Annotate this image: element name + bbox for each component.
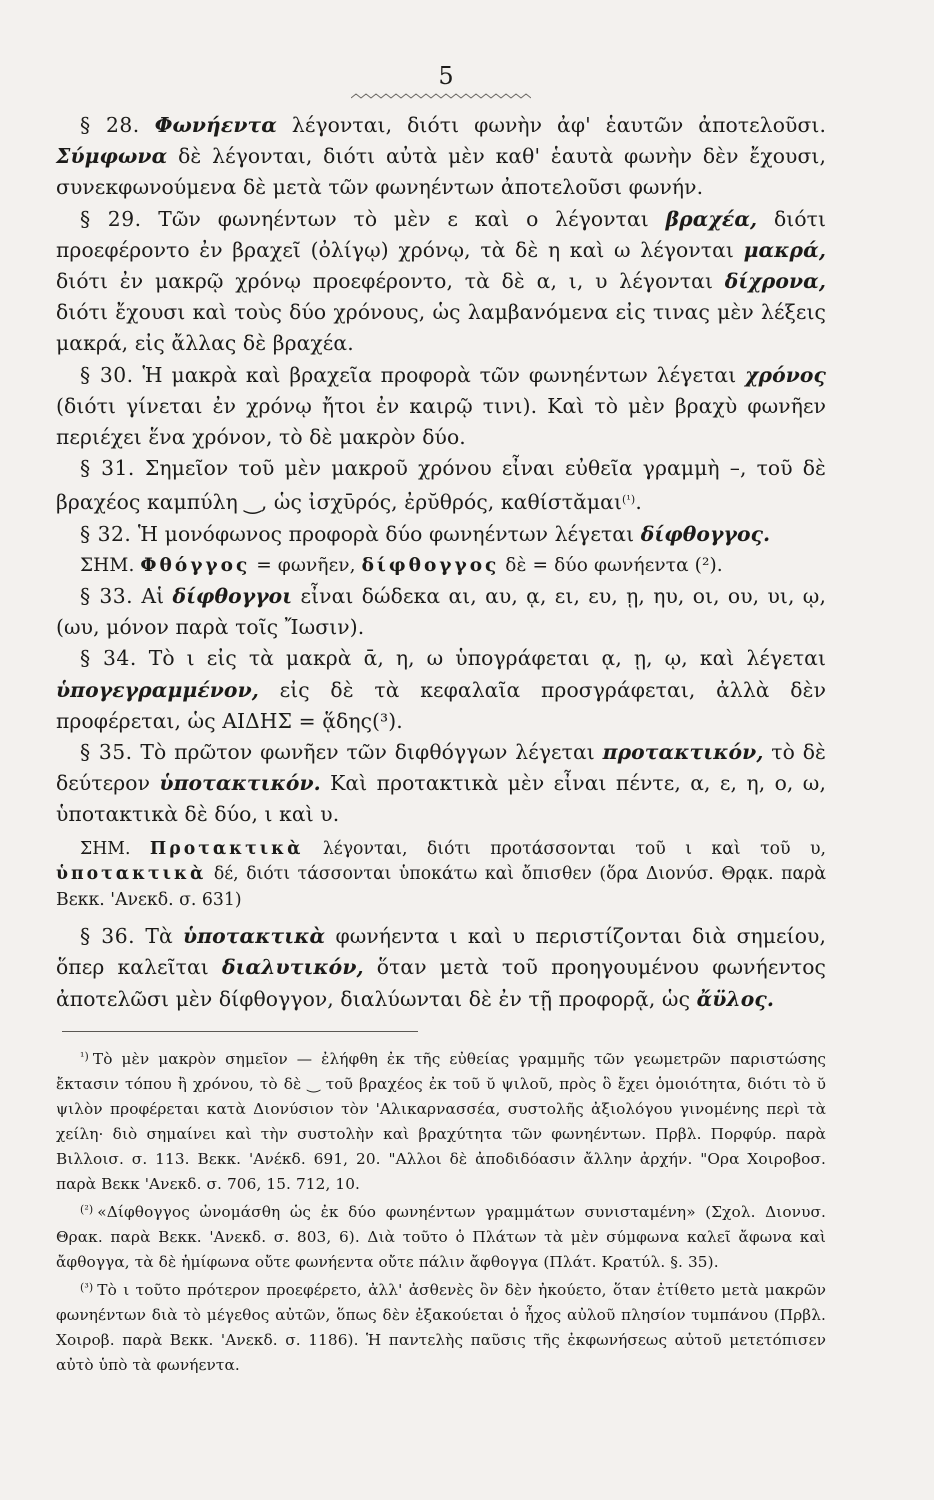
section-number: § 28. bbox=[80, 113, 140, 137]
section-text: λέγονται, διότι φωνὴν ἀφ' ἑαυτῶν ἀποτελοῦσι. bbox=[276, 113, 827, 137]
footnote-mark: (²) bbox=[80, 1202, 94, 1216]
section-text: δὲ λέγονται, διότι αὐτὰ μὲν καθ' ἑαυτὰ φωνὴν δὲν ἔχουσι, συνεκφωνούμενα δὲ μετὰ τῶν φωνηέντων ἀποτελοῦσι φωνήν. bbox=[56, 144, 826, 200]
book-page bbox=[56, 62, 826, 1482]
term-bracheа: βραχέα, bbox=[665, 206, 758, 231]
note-label: ΣΗΜ. bbox=[80, 838, 131, 859]
footnote-ref-2[interactable]: (²). bbox=[694, 554, 723, 576]
section-number: § 30. bbox=[80, 362, 134, 387]
wavy-ornament-divider bbox=[351, 92, 531, 100]
section-32 bbox=[56, 519, 826, 550]
section-text: Τὰ bbox=[135, 924, 184, 949]
note-word-phthongos: Φθόγγος bbox=[140, 554, 251, 576]
footnote-separator bbox=[62, 1031, 418, 1032]
section-text: τὸ δὲ δεύτερον bbox=[56, 740, 826, 796]
section-35 bbox=[56, 737, 826, 831]
section-31 bbox=[56, 453, 826, 518]
term-dialytikon: διαλυτικόν, bbox=[221, 955, 364, 980]
section-text: Τὸ πρῶτον φωνῆεν τῶν διφθόγγων λέγεται bbox=[132, 740, 603, 765]
section-number: § 34. bbox=[80, 646, 137, 671]
footnote-ref-3[interactable]: (³). bbox=[372, 708, 403, 733]
section-text: Σημεῖον τοῦ μὲν μακροῦ χρόνου εἶναι εὐθεῖα γραμμὴ –, τοῦ δὲ βραχέος καμπύλη ‿, ὡς ἰσχῡρός, ἐρῠθρός, καθίστᾰμαι bbox=[56, 456, 826, 515]
section-text: Τὸ ι εἰς τὰ μακρὰ ᾱ, η, ω ὑπογράφεται ᾳ, ῃ, ῳ, καὶ λέγεται bbox=[136, 646, 826, 671]
term-phoneenta: Φωνήεντα bbox=[154, 113, 277, 137]
footnote-ref-1[interactable]: (¹) bbox=[622, 493, 636, 507]
note-text: δὲ = δύο φωνήεντα bbox=[499, 554, 695, 576]
term-aylos: ἄϋλος. bbox=[696, 986, 775, 1011]
section-28 bbox=[56, 110, 826, 204]
section-text: Καὶ προτακτικὰ μὲν εἶναι πέντε, α, ε, η, ο, ω, ὑποτακτικὰ δὲ δύο, ι καὶ υ. bbox=[56, 771, 826, 827]
section-33 bbox=[56, 581, 826, 643]
section-text: Ἡ μονόφωνος προφορὰ δύο φωνηέντων λέγεται bbox=[131, 521, 641, 546]
section-29 bbox=[56, 204, 826, 360]
section-text: Αἱ bbox=[133, 584, 173, 609]
term-diphthongos: δίφθογγος. bbox=[640, 521, 771, 546]
term-symphona: Σύμφωνα bbox=[56, 144, 168, 169]
section-number: § 35. bbox=[80, 740, 133, 765]
note-2 bbox=[56, 837, 826, 914]
note-word-hypotaktika: ὑποτακτικὰ bbox=[56, 864, 207, 885]
section-number: § 33. bbox=[80, 584, 134, 609]
term-hypotaktika: ὑποτακτικὰ bbox=[183, 924, 326, 949]
footnote-mark: ¹) bbox=[80, 1049, 89, 1063]
note-word-diphthongos: δίφθογγος bbox=[361, 554, 500, 576]
footnote-3 bbox=[56, 1275, 826, 1378]
section-text: εἰς δὲ τὰ κεφαλαῖα προσγράφεται, ἀλλὰ δὲν προφέρεται, ὡς ΑΙΔΗΣ = ᾅδης bbox=[56, 677, 826, 733]
term-chronos: χρόνος bbox=[745, 362, 826, 387]
section-text: . bbox=[635, 490, 642, 515]
section-text: διότι ἐν μακρῷ χρόνῳ προεφέροντο, τὰ δὲ α, ι, υ λέγονται bbox=[56, 269, 725, 294]
section-30 bbox=[56, 360, 826, 454]
section-number: § 29. bbox=[80, 206, 142, 231]
footnote-mark: (³) bbox=[80, 1280, 94, 1294]
footnote-1 bbox=[56, 1044, 826, 1197]
term-diphthongoi: δίφθογγοι bbox=[172, 584, 293, 609]
section-36 bbox=[56, 921, 826, 1015]
term-hypotaktikon: ὑποτακτικόν. bbox=[159, 771, 321, 796]
section-text: διότι ἔχουσι καὶ τοὺς δύο χρόνους, ὡς λαμβανόμενα εἰς τινας μὲν λέξεις μακρά, εἰς ἄλλας δὲ βραχέα. bbox=[56, 300, 826, 356]
page-number: 5 bbox=[438, 62, 454, 90]
section-text: (διότι γίνεται ἐν χρόνῳ ἤτοι ἐν καιρῷ τινι). Καὶ τὸ μὲν βραχὺ φωνῆεν περιέχει ἕνα χρόνον, τὸ δὲ μακρὸν δύο. bbox=[56, 393, 826, 450]
term-dichrona: δίχρονα, bbox=[724, 269, 826, 294]
section-text: ὅταν μετὰ τοῦ προηγουμένου φωνήεντος ἀποτελῶσι μὲν δίφθογγον, διαλύωνται δὲ ἐν τῇ προφορᾷ, ὡς bbox=[56, 955, 826, 1011]
section-number: § 32. bbox=[80, 521, 132, 546]
note-label: ΣΗΜ. bbox=[80, 554, 135, 576]
footnote-text: Τὸ ι τοῦτο πρότερον προεφέρετο, ἀλλ' ἀσθενὲς ὂν δὲν ἠκούετο, ὅταν ἐτίθετο μετὰ μακρῶν φωνηέντων διὰ τὸ μέγεθος αὐτῶν, ὅπως δὲν ἐξακούεται ὁ ἦχος αὐλοῦ πλησίον τυμπάνου (Πρβλ. Χοιροβ. παρὰ Βεκκ. 'Ανεκδ. σ. 1186). Ἡ παντελὴς παῦσις τῆς ἐκφωνήσεως αὐτοῦ μετετόπισεν αὐτὸ ὑπὸ τὰ φωνήεντα. bbox=[56, 1280, 826, 1374]
section-text: εἶναι δώδεκα αι, αυ, ᾳ, ει, ευ, ῃ, ηυ, οι, ου, υι, ῳ, (ωυ, μόνον παρὰ τοῖς Ἴωσιν). bbox=[56, 584, 826, 640]
section-text: φωνήεντα ι καὶ υ περιστίζονται διὰ σημείου, ὅπερ καλεῖται bbox=[56, 924, 826, 980]
note-text: λέγονται, διότι προτάσσονται τοῦ ι καὶ τοῦ υ, bbox=[303, 838, 826, 859]
note-word-protaktika: Προτακτικὰ bbox=[149, 838, 304, 859]
section-number: § 31. bbox=[80, 456, 135, 481]
note-text: δέ, διότι τάσσονται ὑποκάτω καὶ ὄπισθεν (ὅρα Διονύσ. Θρᾳκ. παρὰ Βεκκ. 'Ανεκδ. σ. 631) bbox=[56, 864, 826, 910]
footnote-text: Τὸ μὲν μακρὸν σημεῖον — ἐλήφθη ἐκ τῆς εὐθείας γραμμῆς τῶν γεωμετρῶν παριστώσης ἔκτασιν τόπου ἢ χρόνου, τὸ δὲ ‿ τοῦ βραχέος ἐκ τοῦ ῠ ψιλοῦ, πρὸς ὃ ἔχει ὁμοιότητα, διότι τὸ ῠ ψιλὸν προφέρεται κατὰ Διονύσιον τὸν 'Αλικαρνασσέα, συστολῆς ἀξιολόγου γινομένης περὶ τὰ χείλη· διὸ σημαίνει καὶ τὴν συστολὴν καὶ βραχύτητα τῶν φωνηέντων. Πρβλ. Πορφύρ. παρὰ Βιλλοισ. σ. 113. Βεκκ. 'Ανέκδ. 691, 20. "Αλλοι δὲ ἀποδιδόασιν ἄλλην ἀρχήν. "Ορα Χοιροβοσ. παρὰ Βεκκ 'Ανεκδ. σ. 706, 15. 712, 10. bbox=[56, 1049, 826, 1193]
term-protaktikon: προτακτικόν, bbox=[602, 740, 764, 765]
section-number: § 36. bbox=[80, 924, 136, 949]
section-text: Τῶν φωνηέντων τὸ μὲν ε καὶ ο λέγονται bbox=[141, 206, 666, 231]
section-text: διότι προεφέροντο ἐν βραχεῖ (ὀλίγῳ) χρόνῳ, τὰ δὲ η καὶ ω λέγονται bbox=[56, 206, 826, 262]
term-makra: μακρά, bbox=[743, 237, 826, 262]
term-hypogegrammenon: ὑπογεγραμμένον, bbox=[56, 677, 259, 702]
note-1 bbox=[56, 550, 826, 581]
section-text: Ἡ μακρὰ καὶ βραχεῖα προφορὰ τῶν φωνηέντων λέγεται bbox=[133, 362, 746, 387]
note-text: = φωνῆεν, bbox=[250, 554, 362, 576]
footnote-text: «Δίφθογγος ὠνομάσθη ὡς ἐκ δύο φωνηέντων γραμμάτων συνισταμένη» (Σχολ. Διονυσ. Θρακ. παρὰ Βεκκ. 'Ανεκδ. σ. 803, 6). Διὰ τοῦτο ὁ Πλάτων τὰ μὲν σύμφωνα καλεῖ ἄφωνα καὶ ἄφθογγα, τὰ δὲ ἡμίφωνα οὔτε φωνήεντα οὔτε πάλιν ἄφθογγα (Πλάτ. Κρατύλ. §. 35). bbox=[56, 1202, 826, 1271]
footnote-2 bbox=[56, 1197, 826, 1275]
section-34 bbox=[56, 643, 826, 737]
